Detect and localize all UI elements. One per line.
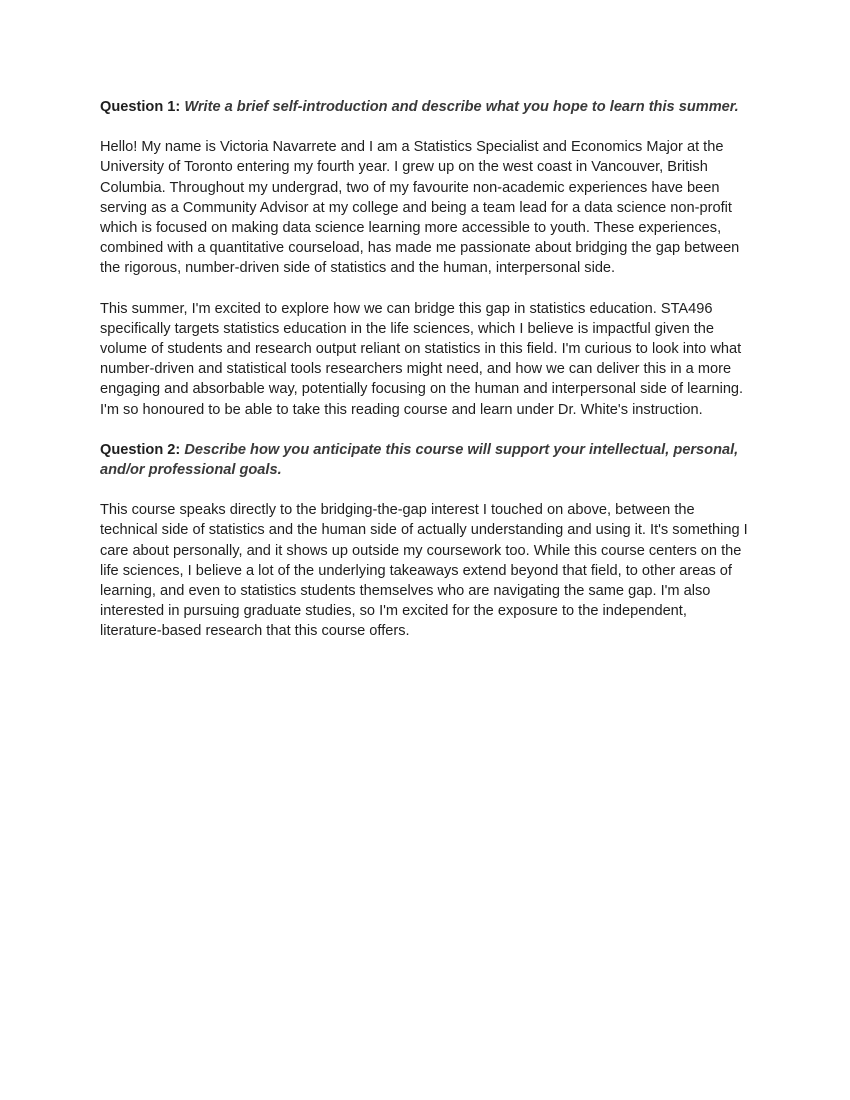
answer-2-paragraph-1: This course speaks directly to the bridging-the-gap interest I touched on above, between the technical side of statistics and the human side of actually understanding and using it. It's something I care about personally, and it shows up outside my coursework too. While this course centers on the life sciences, I believe a lot of the underlying takeaways extend beyond that field, to other areas of learning, and even to statistics students themselves who are navigating the same gap. I'm also interested in pursuing graduate studies, so I'm excited for the exposure to the independent, literature-based research that this course offers. <box>100 502 748 640</box>
question-2 <box>100 440 750 480</box>
question-1-prompt: Write a brief self-introduction and describe what you hope to learn this summer. <box>184 99 739 115</box>
question-1 <box>100 97 750 117</box>
answer-1-paragraph-2: This summer, I'm excited to explore how we can bridge this gap in statistics education. STA496 specifically targets statistics education in the life sciences, which I believe is impactful given the volume of students and research output reliant on statistics in this field. I'm curious to look into what number-driven and statistical tools researchers might need, and how we can deliver this in a more engaging and absorbable way, potentially focusing on the human and interpersonal side of learning. I'm so honoured to be able to take this reading course and learn under Dr. White's instruction. <box>100 300 744 418</box>
answer-1-paragraph-1: Hello! My name is Victoria Navarrete and I am a Statistics Specialist and Economics Major at the University of Toronto entering my fourth year. I grew up on the west coast in Vancouver, British Columbia. Throughout my undergrad, two of my favourite non-academic experiences have been serving as a Community Advisor at my college and being a team lead for a data science non-profit which is focused on making data science learning more accessible to youth. These experiences, combined with a quantitative courseload, has made me passionate about bridging the gap between the rigorous, number-driven side of statistics and the human, interpersonal side. <box>100 139 740 277</box>
question-1-label: Question 1: <box>100 99 181 115</box>
question-2-label: Question 2: <box>100 441 181 458</box>
question-2-prompt: Describe how you anticipate this course will support your intellectual, personal, and/or professional goals. <box>100 441 739 479</box>
document-page <box>100 97 750 662</box>
